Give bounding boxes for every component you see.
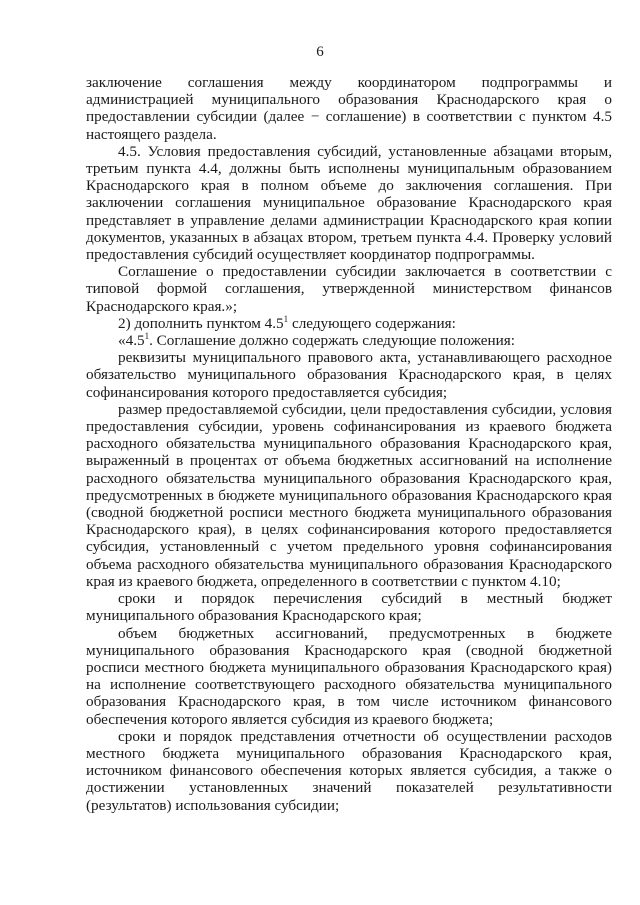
paragraph-transfer-terms: сроки и порядок перечисления субсидий в местный бюджет муниципального образования Краснодарского края;	[86, 590, 612, 625]
paragraph-agreement-form: Соглашение о предоставлении субсидии заключается в соответствии с типовой формой соглашения, утвержденной министерством финансов Краснодарского края.»;	[86, 263, 612, 315]
text-fragment: . Соглашение должно содержать следующие положения:	[149, 332, 515, 350]
page-number: 6	[316, 44, 324, 60]
document-body	[86, 74, 612, 814]
paragraph-legal-act-details: реквизиты муниципального правового акта, устанавливающего расходное обязательство муниципального образования Краснодарского края, в целях софинансирования которого предоставляется субсидия;	[86, 349, 612, 401]
superscript: 1	[144, 330, 150, 341]
paragraph-subsidy-size: размер предоставляемой субсидии, цели предоставления субсидии, условия предоставления субсидии, уровень софинансирования из краевого бюджета расходного обязательства муниципального образования Краснодарского края, выраженный в процентах от объема бюджетных ассигнований на исполнение расходного обязательства муниципального образования Краснодарского края, предусмотренных в бюджете муниципального образования Краснодарского края (сводной бюджетной росписи местного бюджета муниципального образования Краснодарского края), в целях софинансирования которого предоставляется субсидия, установленный с учетом предельного уровня софинансирования объема расходного обязательства муниципального образования Краснодарского края из краевого бюджета, определенного в соответствии с пунктом 4.10;	[86, 400, 612, 590]
paragraph-budget-allocations: объем бюджетных ассигнований, предусмотренных в бюджете муниципального образования Краснодарского края (сводной бюджетной росписи местного бюджета муниципального образования Краснодарского края) на исполнение соответствующего расходного обязательства муниципального образования Краснодарского края, в том числе источником финансового обеспечения которого является субсидия из краевого бюджета;	[86, 624, 612, 728]
text-fragment: следующего содержания:	[288, 314, 456, 332]
paragraph-reporting-terms: сроки и порядок представления отчетности об осуществлении расходов местного бюджета муниципального образования Краснодарского края, источником финансового обеспечения которых является субсидия, а также о достижении установленных значений показателей результативности (результатов) использования субсидии;	[86, 727, 612, 814]
paragraph-continuation: заключение соглашения между координатором подпрограммы и администрацией муниципального образования Краснодарского края о предоставлении субсидии (далее − соглашение) в соответствии с пунктом 4.5 настоящего раздела.	[86, 74, 612, 143]
paragraph-4-5: 4.5. Условия предоставления субсидий, установленные абзацами вторым, третьим пункта 4.4, должны быть исполнены муниципальным образованием Краснодарского края в полном объеме до заключения соглашения. При заключении соглашения муниципальное образование Краснодарского края представляет в управление делами администрации Краснодарского края копии документов, указанных в абзацах втором, третьем пункта 4.4. Проверку условий предоставления субсидий осуществляет координатор подпрограммы.	[86, 142, 612, 264]
superscript: 1	[283, 313, 289, 324]
text-fragment: 2) дополнить пунктом 4.5	[118, 314, 284, 332]
paragraph-amendment	[86, 315, 612, 332]
paragraph-4-5-1	[86, 332, 612, 349]
text-fragment: «4.5	[118, 332, 145, 350]
